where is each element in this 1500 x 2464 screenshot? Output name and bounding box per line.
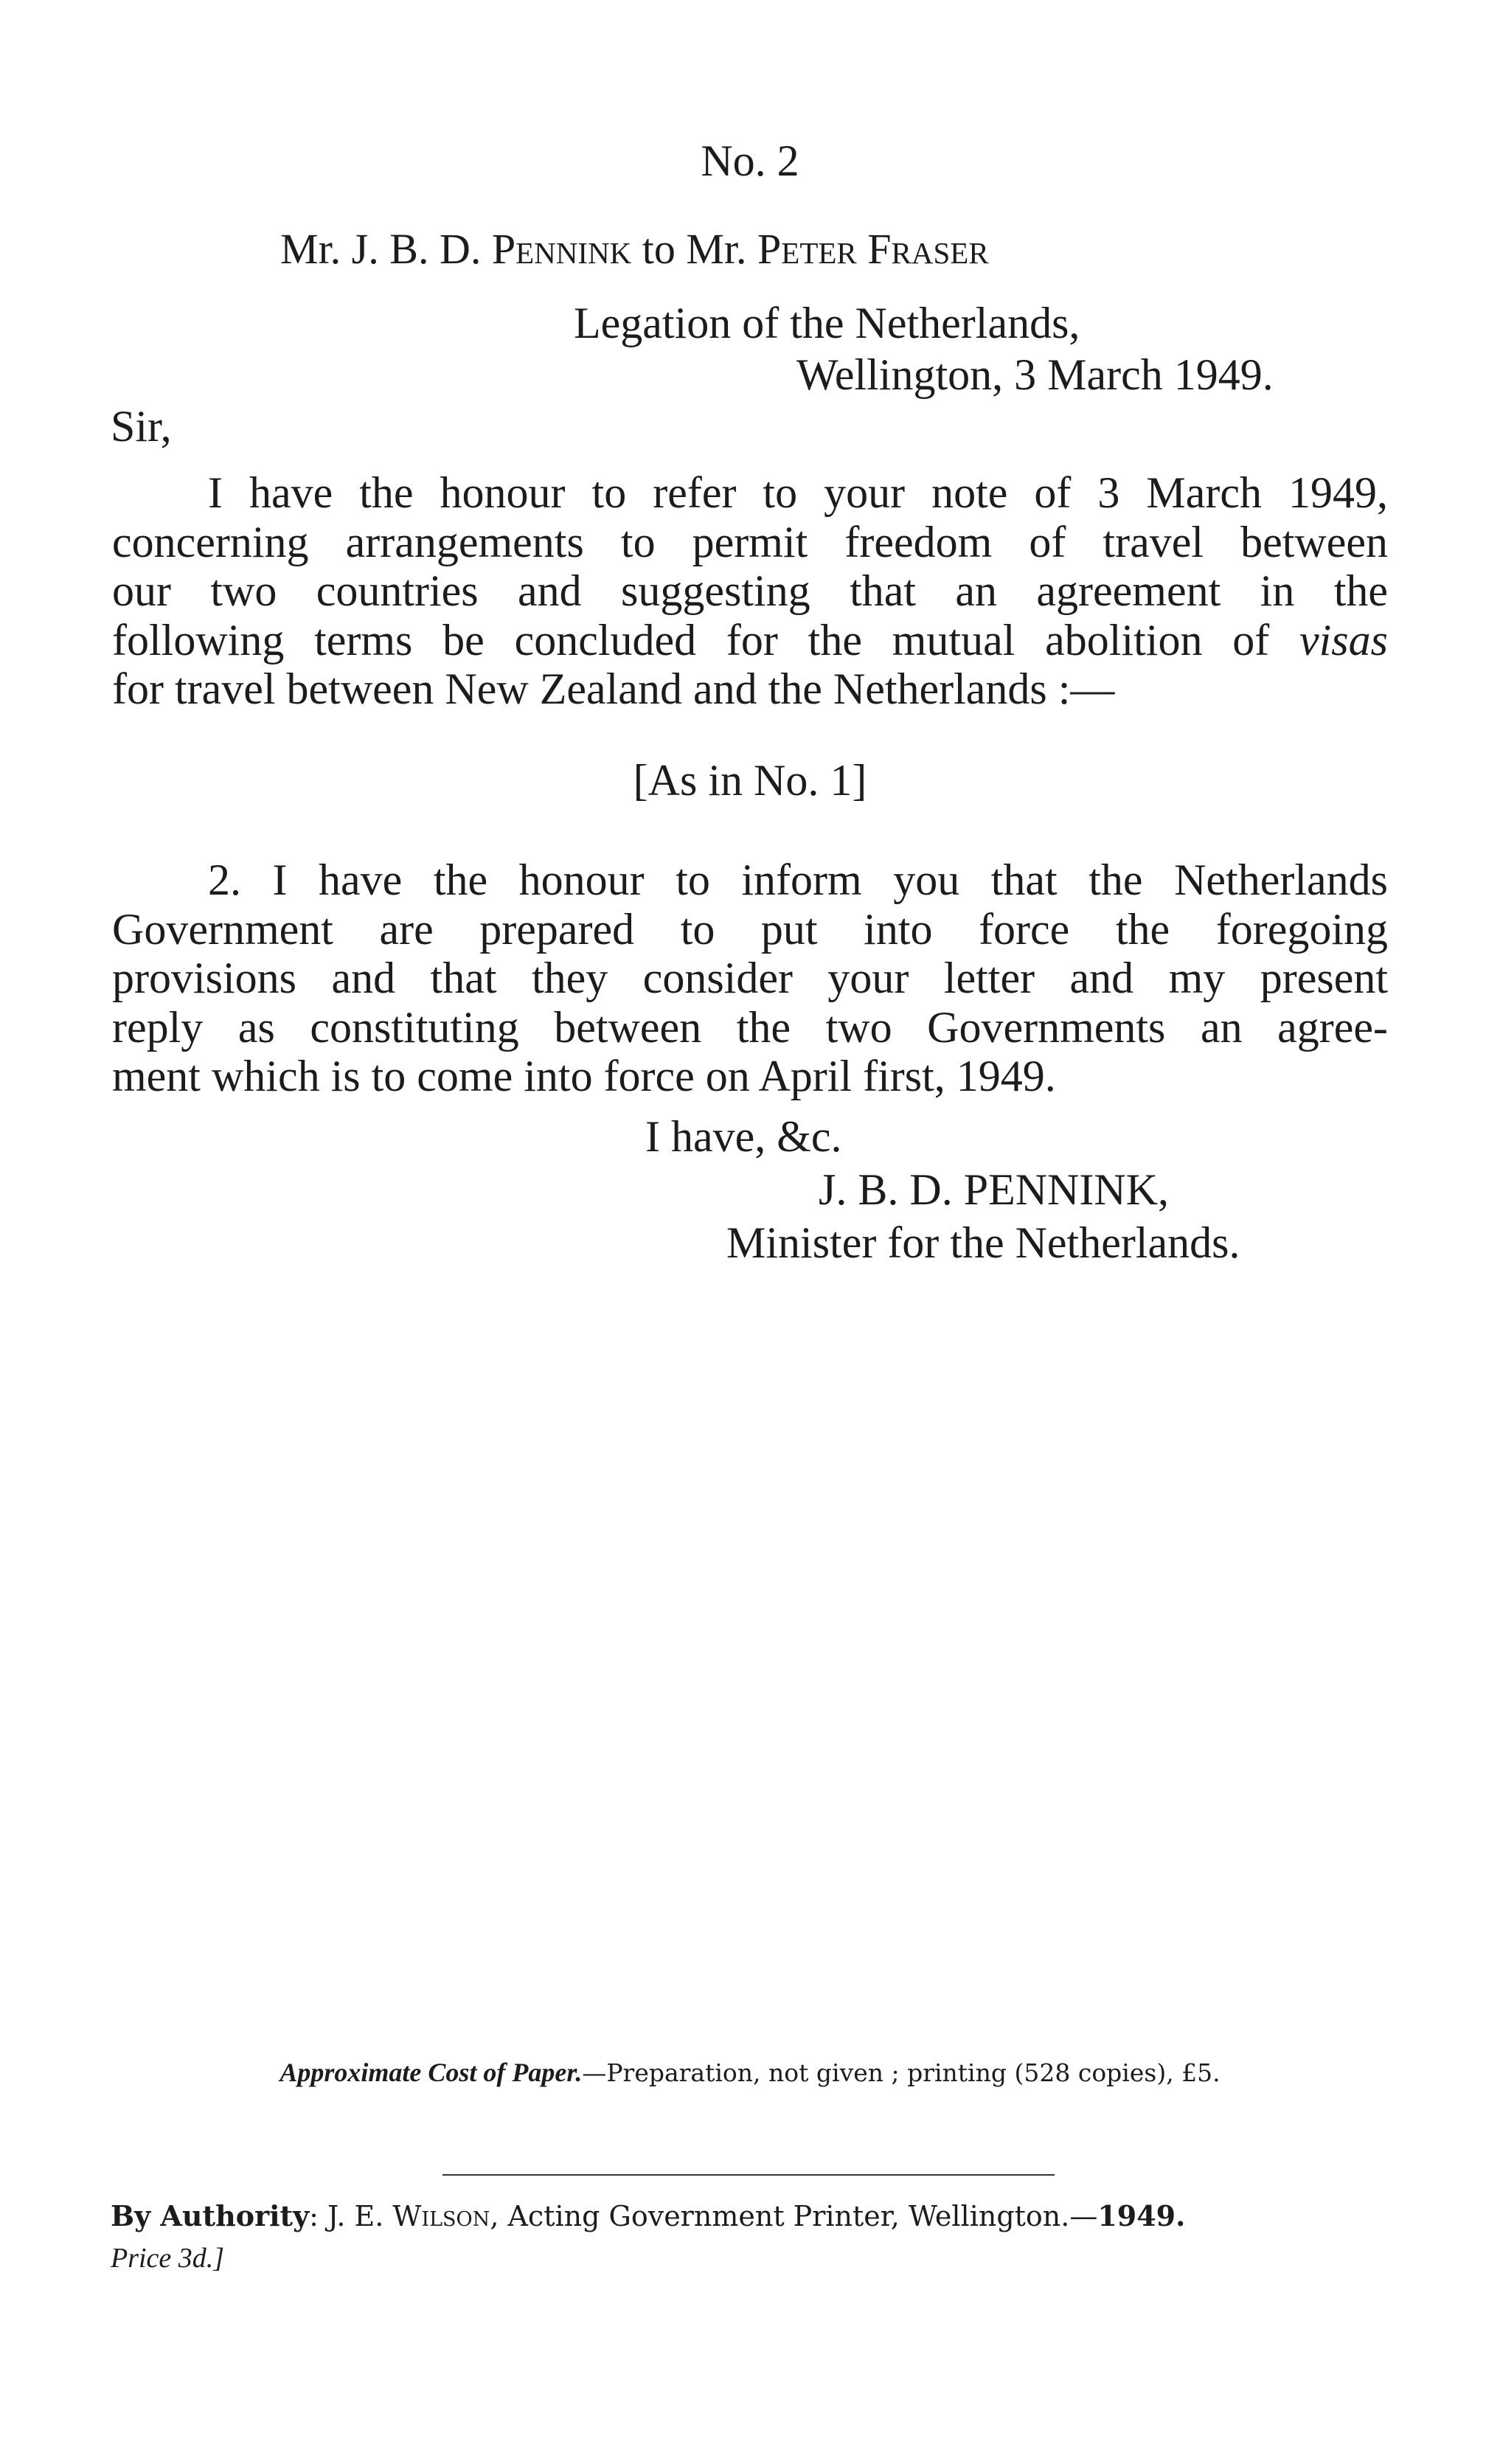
- signature-name: J. B. D. PENNINK,: [819, 1165, 1170, 1214]
- footer-divider: [442, 2174, 1055, 2176]
- paragraph-1-line: I have the honour to refer to your note of 3 March 1949,: [208, 468, 1388, 517]
- heading-from-prefix: Mr. J. B. D.: [280, 225, 492, 273]
- sender-address-place-date: Wellington, 3 March 1949.: [796, 350, 1274, 399]
- heading-from-surname: Pennink: [491, 225, 632, 273]
- heading-to-name: Peter Fraser: [757, 225, 989, 273]
- paragraph-2: [112, 856, 1388, 1101]
- authority-label: By Authority: [111, 2199, 310, 2232]
- reference-note: [As in No. 1]: [633, 756, 867, 805]
- printer-authority: [111, 2200, 1185, 2232]
- paragraph-1: [112, 468, 1388, 714]
- cost-label: Approximate Cost of Paper.: [279, 2058, 583, 2087]
- printer-name: Wilson: [392, 2200, 490, 2232]
- heading-connector: to Mr.: [631, 225, 758, 273]
- signature-title: Minister for the Netherlands.: [726, 1218, 1240, 1267]
- paragraph-2-line: reply as constituting between the two Governments an agree-: [112, 1002, 1388, 1052]
- salutation: Sir,: [111, 402, 172, 451]
- sender-address-legation: Legation of the Netherlands,: [574, 299, 1080, 347]
- printer-text: , Acting Government Printer, Wellington.—: [490, 2200, 1098, 2232]
- authority-text: : J. E.: [309, 2200, 393, 2232]
- cost-of-paper-note: [0, 2058, 1500, 2088]
- price: Price 3d.]: [111, 2243, 225, 2274]
- cost-text: —Preparation, not given ; printing (528 copies), £5.: [582, 2058, 1221, 2087]
- paragraph-2-line: provisions and that they consider your letter and my present: [112, 954, 1388, 1002]
- paragraph-1-line: concerning arrangements to permit freedom of travel between: [112, 517, 1388, 566]
- correspondence-heading: [280, 225, 989, 274]
- paragraph-2-line: 2. I have the honour to inform you that the Netherlands: [208, 856, 1388, 904]
- paragraph-1-line-with-visas: [112, 616, 1388, 665]
- print-year: 1949.: [1097, 2199, 1186, 2232]
- paragraph-1-line-text: following terms be concluded for the mutual abolition of: [112, 615, 1299, 664]
- document-number: No. 2: [701, 136, 799, 185]
- paragraph-1-last-line: for travel between New Zealand and the Netherlands :—: [112, 664, 1115, 713]
- paragraph-1-line: our two countries and suggesting that an agreement in the: [112, 566, 1388, 615]
- paragraph-2-last-line: ment which is to come into force on April first, 1949.: [112, 1052, 1056, 1100]
- paragraph-2-line: Government are prepared to put into force the foregoing: [112, 904, 1388, 954]
- visas-italic: visas: [1299, 615, 1388, 664]
- closing: I have, &c.: [645, 1112, 842, 1161]
